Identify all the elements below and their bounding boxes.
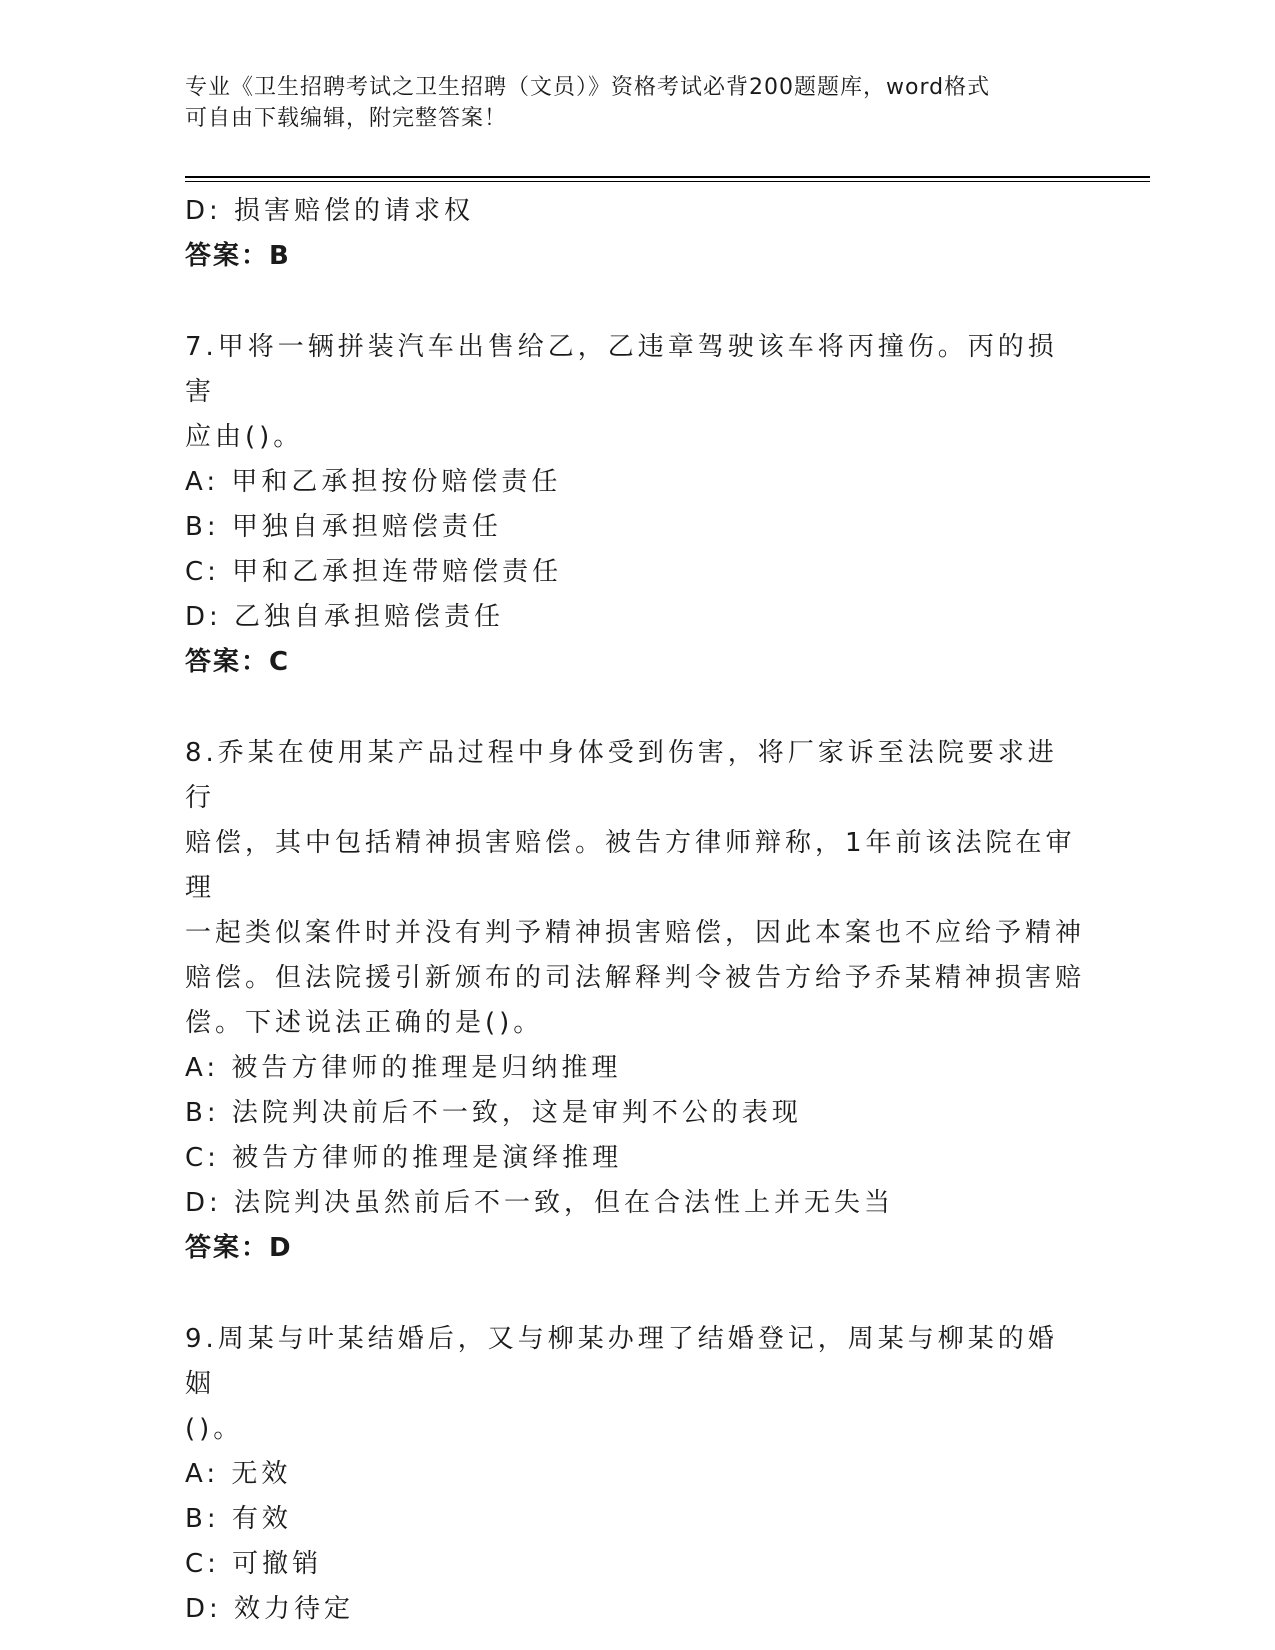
option-a: A: 被告方律师的推理是归纳推理: [185, 1053, 622, 1083]
header-divider-thin: [185, 181, 1150, 182]
question-stem-line: ()。: [185, 1414, 244, 1444]
question-stem-line: 8.乔某在使用某产品过程中身体受到伤害，将厂家诉至法院要求进行: [185, 738, 1058, 813]
spacer: [185, 1271, 1085, 1317]
option-d: D: 乙独自承担赔偿责任: [185, 602, 505, 632]
answer-line: 答案：C: [185, 647, 291, 677]
question-stem-line: 赔偿。但法院援引新颁布的司法解释判令被告方给予乔某精神损害赔: [185, 963, 1086, 993]
header-line-1: 专业《卫生招聘考试之卫生招聘（文员）》资格考试必背200题题库，word格式: [185, 75, 991, 100]
question-stem-line: 一起类似案件时并没有判予精神损害赔偿，因此本案也不应给予精神: [185, 918, 1086, 948]
option-b: B: 有效: [185, 1504, 292, 1534]
option-c: C: 被告方律师的推理是演绎推理: [185, 1143, 623, 1173]
question-6-tail: [185, 189, 1085, 279]
option-a: A: 甲和乙承担按份赔偿责任: [185, 467, 562, 497]
answer-line: 答案：D: [185, 1233, 293, 1263]
option-d: D: 效力待定: [185, 1594, 355, 1624]
question-stem-line: 9.周某与叶某结婚后，又与柳某办理了结婚登记，周某与柳某的婚姻: [185, 1324, 1058, 1399]
question-stem-line: 偿。下述说法正确的是()。: [185, 1008, 544, 1038]
document-header: [185, 72, 1085, 134]
option-d: D: 损害赔偿的请求权: [185, 196, 475, 226]
option-a: A: 无效: [185, 1459, 292, 1489]
spacer: [185, 279, 1085, 325]
option-c: C: 可撤销: [185, 1549, 323, 1579]
answer-line: 答案：B: [185, 241, 291, 271]
option-b: B: 甲独自承担赔偿责任: [185, 512, 502, 542]
option-d: D: 法院判决虽然前后不一致，但在合法性上并无失当: [185, 1188, 895, 1218]
header-line-2: 可自由下载编辑，附完整答案！: [185, 106, 508, 131]
option-b: B: 法院判决前后不一致，这是审判不公的表现: [185, 1098, 802, 1128]
question-stem-line: 应由()。: [185, 422, 304, 452]
document-body: [185, 189, 1085, 1632]
question-8: [185, 731, 1085, 1271]
question-stem-line: 7.甲将一辆拼装汽车出售给乙，乙违章驾驶该车将丙撞伤。丙的损害: [185, 332, 1058, 407]
option-c: C: 甲和乙承担连带赔偿责任: [185, 557, 563, 587]
question-9: [185, 1317, 1085, 1632]
question-7: [185, 325, 1085, 685]
spacer: [185, 685, 1085, 731]
header-divider-thick: [185, 176, 1150, 178]
question-stem-line: 赔偿，其中包括精神损害赔偿。被告方律师辩称，1年前该法院在审理: [185, 828, 1076, 903]
